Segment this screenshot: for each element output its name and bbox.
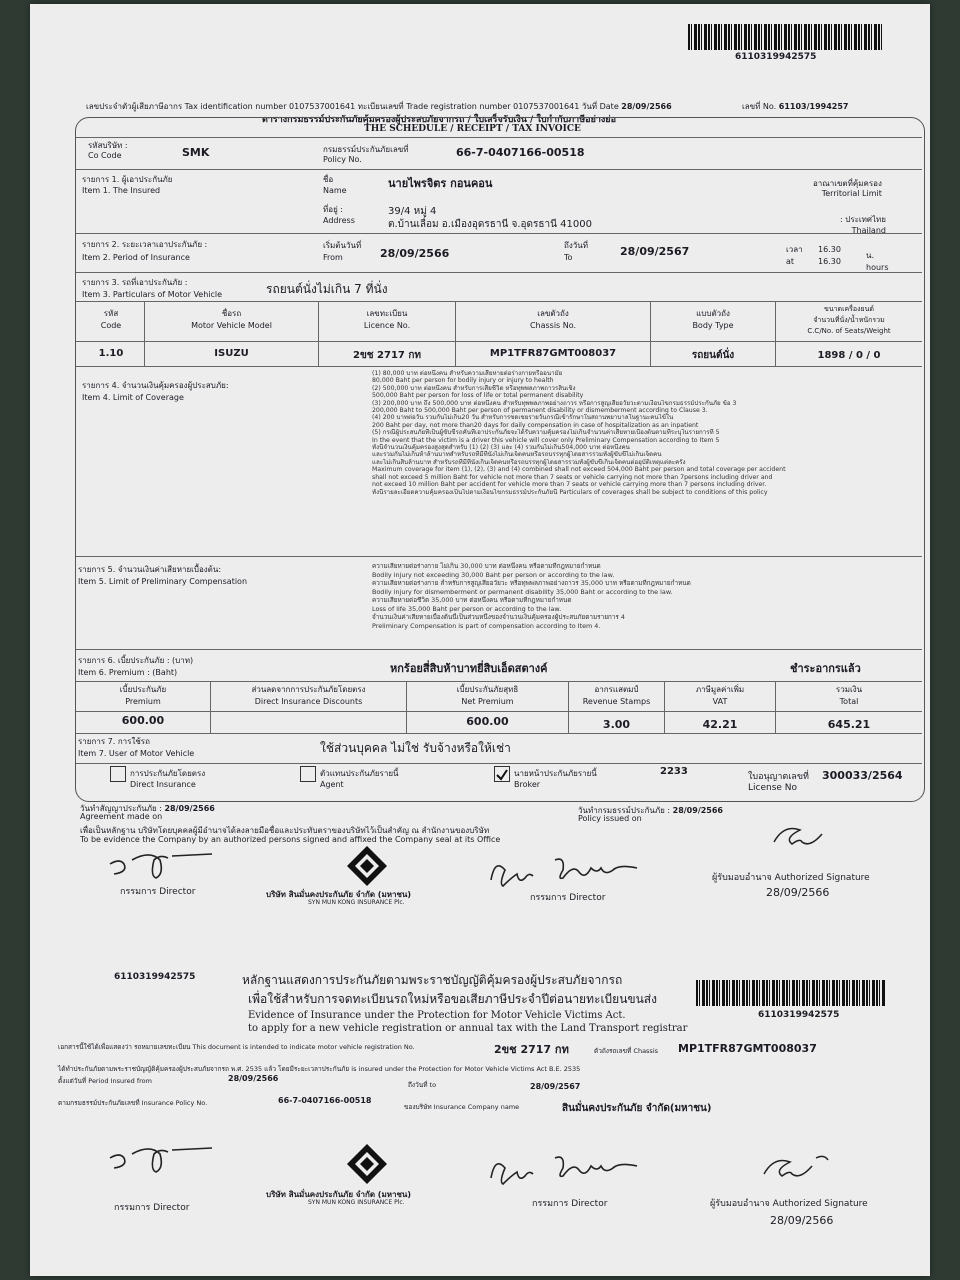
director-label-3: กรรมการ Director — [114, 1203, 190, 1213]
date-label: วันที่ Date — [581, 102, 619, 111]
director-label-1: กรรมการ Director — [120, 887, 196, 897]
direct-insurance-checkbox[interactable] — [110, 766, 126, 782]
to-label: ถึงวันที่ To — [564, 241, 588, 262]
evidence-barcode-number: 6110319942575 — [758, 1010, 840, 1020]
net-premium-value: 600.00 — [466, 715, 509, 728]
territory-value: : ประเทศไทย Thailand — [840, 215, 886, 235]
evidence-line2: ได้ทำประกันภัยตามพระราชบัญญัติคุ้มครองผู้ประสบภัยจากรถ พ.ศ. 2535 แล้ว โดยมีระยะเวลาประกันภัย is insured under the Protection for Motor Vehicle Victims Act B.E. 2535 — [58, 1065, 581, 1073]
vehicle-cc: 1898 / 0 / 0 — [817, 350, 881, 361]
top-barcode-number: 6110319942575 — [735, 52, 817, 62]
time-values: 16.30 16.30 — [818, 245, 841, 266]
policy-number: 66-7-0407166-00518 — [456, 146, 585, 159]
evidence-policy-label: ตามกรมธรรม์ประกันภัยเลขที่ Insurance Policy No. — [58, 1099, 208, 1107]
item4-label: รายการ 4. จำนวนเงินคุ้มครองผู้ประสบภัย: Item 4. Limit of Coverage — [82, 381, 229, 402]
th-code: รหัส Code — [100, 309, 122, 330]
header-date: 28/09/2566 — [621, 102, 672, 111]
director-label-2: กรรมการ Director — [530, 893, 606, 903]
tax-id: 0107537001641 — [289, 102, 356, 111]
th-cc: ขนาดเครื่องยนต์ จำนวนที่นั่ง/น้ำหนักรวม C.C/No. of Seats/Weight — [807, 305, 891, 335]
director-signature-1 — [102, 842, 222, 882]
evidence-chassis: MP1TFR87GMT008037 — [678, 1042, 817, 1055]
doc-no-label: เลขที่ No. — [742, 102, 777, 111]
period-to: 28/09/2567 — [620, 245, 690, 258]
company-name-en: SYN MUN KONG INSURANCE Plc. — [308, 899, 405, 906]
evidence-plate: 2ขช 2717 กท — [494, 1043, 569, 1056]
address-label: ที่อยู่ : Address — [323, 205, 355, 225]
stamps-value: 3.00 — [602, 718, 631, 731]
evidence-company-label: ของบริษัท Insurance Company name — [404, 1103, 520, 1111]
vehicle-model: ISUZU — [214, 348, 249, 359]
tax-id-label: เลขประจำตัวผู้เสียภาษีอากร Tax identification number — [86, 102, 287, 111]
broker-checkbox[interactable] — [494, 766, 510, 782]
th-total: รวมเงิน Total — [835, 685, 863, 706]
authorized-label-1: ผู้รับมอบอำนาจ Authorized Signature — [712, 873, 870, 883]
evidence-to-label: ถึงวันที่ to — [408, 1081, 437, 1089]
company-logo-icon-2 — [345, 1142, 389, 1186]
th-stamps: อากรแสตมป์ Revenue Stamps — [582, 685, 651, 706]
authorized-date-1: 28/09/2566 — [766, 886, 830, 899]
issued-date: 28/09/2566 — [672, 806, 723, 815]
total-value: 645.21 — [827, 718, 871, 731]
evidence-title-en1: Evidence of Insurance under the Protection for Motor Vehicle Victims Act. — [248, 1010, 626, 1021]
license-number: 300033/2564 — [822, 769, 903, 782]
vehicle-category: รถยนต์นั่งไม่เกิน 7 ที่นั่ง — [266, 282, 388, 296]
th-body: แบบตัวถัง Body Type — [692, 309, 734, 330]
time-label: เวลา at — [786, 245, 803, 266]
item6-label: รายการ 6. เบี้ยประกันภัย : (บาท) Item 6. Premium : (Baht) — [78, 656, 194, 677]
issued-label-en: Policy issued on — [578, 814, 642, 823]
company-logo-icon — [345, 844, 389, 888]
check-icon — [495, 768, 509, 782]
insured-name: นายไพรจิตร กอนคอน — [388, 177, 493, 190]
evidence-text-en: To be evidence the Company by an authorized persons signed and affixed the Company seal at its Office — [80, 835, 501, 844]
evidence-left-number: 6110319942575 — [114, 972, 196, 982]
license-label: ใบอนุญาตเลขที่ License No — [748, 772, 809, 793]
evidence-policy: 66-7-0407166-00518 — [278, 1096, 372, 1105]
director-signature-4 — [485, 1148, 665, 1192]
evidence-company: สินมั่นคงประกันภัย จำกัด(มหาชน) — [562, 1103, 712, 1114]
item1-label: รายการ 1. ผู้เอาประกันภัย Item 1. The Insured — [82, 175, 173, 195]
th-net: เบี้ยประกันภัยสุทธิ Net Premium — [456, 685, 519, 706]
vehicle-chassis: MP1TFR87GMT008037 — [489, 348, 617, 359]
evidence-from-label: ตั้งแต่วันที่ Period Insured from — [58, 1077, 152, 1085]
premium-words: หกร้อยสี่สิบห้าบาทยี่สิบเอ็ดสตางค์ — [390, 662, 548, 675]
authorized-date-2: 28/09/2566 — [770, 1214, 834, 1227]
th-vat: ภาษีมูลค่าเพิ่ม VAT — [695, 685, 745, 706]
agreement-label-en: Agreement made on — [80, 812, 163, 821]
from-label: เริ่มต้นวันที่ From — [323, 241, 362, 262]
broker-label: นายหน้าประกันภัยรายนี้ Broker — [514, 769, 597, 789]
director-signature-3 — [102, 1134, 222, 1178]
address-line2: ต.บ้านเลื่อม อ.เมืองอุดรธานี จ.อุดรธานี 41000 — [388, 219, 592, 230]
top-barcode — [688, 24, 884, 50]
name-label: ชื่อ Name — [323, 175, 347, 195]
evidence-from: 28/09/2566 — [228, 1074, 279, 1083]
evidence-title-en2: to apply for a new vehicle registration or annual tax with the Land Transport registrar — [248, 1023, 688, 1034]
th-licence: เลขทะเบียน Licence No. — [363, 309, 411, 330]
title-en: THE SCHEDULE / RECEIPT / TAX INVOICE — [364, 124, 581, 134]
director-signature-2 — [485, 850, 665, 894]
director-label-4: กรรมการ Director — [532, 1199, 608, 1209]
item2-label: รายการ 2. ระยะเวลาเอาประกันภัย : Item 2. Period of Insurance — [82, 240, 208, 262]
item5-label: รายการ 5. จำนวนเงินค่าเสียหายเบื้องต้น: Item 5. Limit of Preliminary Compensation — [78, 565, 248, 586]
stamp-paid: ชำระอากรแล้ว — [790, 662, 861, 675]
policy-label: กรมธรรม์ประกันภัยเลขที่ Policy No. — [323, 145, 409, 164]
coverage-text: (1) 80,000 บาท ต่อหนึ่งคน สำหรับความเสียหายต่อร่างกายหรืออนามัย 80,000 Baht per person for bodily injury or injury to health (2) 500,000 บาท ต่อหนึ่งคน สำหรับการเสียชีวิต หรือทุพพลภาพถาวรสิ้นเชิง 500,000 Baht per person for loss of life or total permanent disability (3) 200,000 บาท ถึง 500,000 บาท ต่อหนึ่งคน สำหรับทุพพลภาพอย่างถาวร หรือการสูญเสียอวัยวะตามเงื่อนไขกรมธรรม์ประกันภัย ข้อ 3 200,000 Baht to 500,000 Baht per person of permanent disability or dismemberment according to Clause 3. (4) 200 บาทต่อวัน รวมกันไม่เกิน20 วัน สำหรับการชดเชยรายวันกรณีเข้ารักษาในสถานพยาบาลในฐานะคนไข้ใน 200 Baht per day, not more than20 days for daily compensation in case of hospitalization as an inpatient (5) กรณีผู้ประสบภัยที่เป็นผู้ขับขี่รถคันที่เอาประกันภัยจะได้รับความคุ้มครองไม่เกินจำนวนค่าเสียหายเบื้องต้นตามที่ระบุในรายการที่ 5 In the event that the victim is a driver this vehicle will cover only Preliminary Compensation according to Item 5 ทั้งนี้จำนวนเงินคุ้มครองสูงสุดสำหรับ (1) (2) (3) และ (4) รวมกันไม่เกิน504,000 บาท ต่อหนึ่งคน และรวมกันไม่เกินห้าล้านบาทสำหรับรถที่มีที่นั่งไม่เกินเจ็ดคนหรือรถบรรทุกผู้โดยสารรวมทั้งผู้ขับขี่ไม่เกินเจ็ดคน และไม่เกินสิบล้านบาท สำหรับรถที่มีที่นั่งเกินเจ็ดคนหรือรถบรรทุกผู้โดยสารรวมทั้งผู้ขับขี่เกินเจ็ดคนต่ออุบัติเหตุแต่ละครั้ง Maximum coverage for item (1), (2), (3) and (4) combined shall not exceed 504,000 Baht per person and total coverage per accident shall not exceed 5 million Baht for vehicle not more than 7 seats or vehicle carrying not more than 7persons including driver and not exceed 10 million Baht per accident for vehicle more than 7 seats or vehicle carrying more than 7 persons including driver. ทั้งนี้รายละเอียดความคุ้มครองเป็นไปตามเงื่อนไขกรมธรรม์ประกันภัยนี้ Particulars of coverages shall be subject to conditions of this policy — [372, 370, 786, 496]
authorized-signature-2 — [760, 1150, 840, 1186]
territory-label: อาณาเขตที่คุ้มครอง Territorial Limit — [813, 179, 882, 198]
doc-number-row — [742, 100, 848, 113]
address-line1: 39/4 หมู่ 4 — [388, 206, 437, 217]
company-name-en-2: SYN MUN KONG INSURANCE Plc. — [308, 1199, 405, 1206]
company-name-th-2: บริษัท สินมั่นคงประกันภัย จำกัด (มหาชน) — [266, 1190, 412, 1199]
agent-label: ตัวแทนประกันภัยรายนี้ Agent — [320, 769, 399, 789]
title-th: ตารางกรมธรรม์ประกันภัยคุ้มครองผู้ประสบภัยจากรถ / ใบเสร็จรับเงิน / ใบกำกับภาษีอย่างย่อ — [262, 115, 616, 125]
item7-label: รายการ 7. การใช้รถ Item 7. User of Motor Vehicle — [78, 737, 195, 758]
company-code-label: รหัสบริษัท : Co Code — [88, 141, 128, 160]
agreement-label: วันทำสัญญาประกันภัย : — [80, 804, 162, 813]
time-unit: น. hours — [866, 251, 889, 272]
premium-value: 600.00 — [121, 714, 165, 727]
compensation-text: ความเสียหายต่อร่างกาย ไม่เกิน 30,000 บาท ต่อหนึ่งคน หรือตามที่กฎหมายกำหนด Bodily injury not exceeding 30,000 Baht per person or according to the law. ความเสียหายต่อร่างกาย สำหรับการสูญเสียอวัยวะ หรือทุพพลภาพอย่างถาวร 35,000 บาท หรือตามที่กฎหมายกำหนด Bodily injury for dismemberment or permanent disability 35,000 Baht or according to the law. ความเสียหายต่อชีวิต 35,000 บาท ต่อหนึ่งคน หรือตามที่กฎหมายกำหนด Loss of life 35,000 Baht per person or according to the law. จำนวนเงินค่าเสียหายเบื้องต้นนี้เป็นส่วนหนึ่งของจำนวนเงินคุ้มครองผู้ประสบภัยตามรายการ 4 Preliminary Compensation is part of compensation according to Item 4. — [372, 562, 691, 630]
broker-code: 2233 — [660, 766, 688, 777]
evidence-title-th1: หลักฐานแสดงการประกันภัยตามพระราชบัญญัติคุ้มครองผู้ประสบภัยจากรถ — [242, 973, 623, 987]
doc-no: 61103/1994257 — [778, 102, 849, 111]
vehicle-body: รถยนต์นั่ง — [691, 350, 735, 361]
th-discount: ส่วนลดจากการประกันภัยโดยตรง Direct Insurance Discounts — [251, 685, 366, 706]
vat-value: 42.21 — [702, 718, 738, 731]
evidence-title-th2: เพื่อใช้สำหรับการจดทะเบียนรถใหม่หรือขอเสียภาษีประจำปีต่อนายทะเบียนขนส่ง — [248, 992, 657, 1006]
evidence-text-th: เพื่อเป็นหลักฐาน บริษัทโดยบุคคลผู้มีอำนาจได้ลงลายมือชื่อและประทับตราของบริษัทไว้เป็นสำคัญ ณ สำนักงานของบริษัท — [80, 826, 490, 835]
authorized-label-2: ผู้รับมอบอำนาจ Authorized Signature — [710, 1199, 868, 1209]
trade-reg-label: ทะเบียนเลขที่ Trade registration number — [357, 102, 511, 111]
agreement-date: 28/09/2566 — [164, 804, 215, 813]
th-chassis: เลขตัวถัง Chassis No. — [529, 309, 577, 330]
th-model: ชื่อรถ Motor Vehicle Model — [191, 309, 272, 330]
evidence-barcode — [696, 980, 886, 1006]
policy-document — [30, 4, 930, 1276]
vehicle-usage: ใช้ส่วนบุคคล ไม่ใช่ รับจ้างหรือให้เช่า — [320, 741, 511, 755]
direct-insurance-label: การประกันภัยโดยตรง Direct Insurance — [130, 769, 206, 789]
vehicle-code: 1.10 — [98, 348, 124, 359]
trade-reg: 0107537001641 — [513, 102, 580, 111]
item3-label: รายการ 3. รถที่เอาประกันภัย : Item 3. Particulars of Motor Vehicle — [82, 278, 223, 299]
authorized-signature-1 — [770, 818, 830, 854]
period-from: 28/09/2566 — [380, 247, 450, 260]
issued-label: วันทำกรมธรรม์ประกันภัย : — [578, 806, 671, 815]
vehicle-licence: 2ขช 2717 กท — [352, 350, 422, 361]
evidence-line1-label: เอกสารนี้ใช้ได้เพื่อแสดงว่า รถหมายเลขทะเบียน This document is intended to indicate motor vehicle registration No. — [58, 1043, 415, 1051]
evidence-to: 28/09/2567 — [530, 1082, 581, 1091]
company-code: SMK — [182, 146, 210, 159]
company-name-th: บริษัท สินมั่นคงประกันภัย จำกัด (มหาชน) — [266, 890, 412, 899]
evidence-chassis-label: ตัวถังรถเลขที่ Chassis — [594, 1047, 659, 1055]
th-premium: เบี้ยประกันภัย Premium — [119, 685, 167, 706]
agent-checkbox[interactable] — [300, 766, 316, 782]
